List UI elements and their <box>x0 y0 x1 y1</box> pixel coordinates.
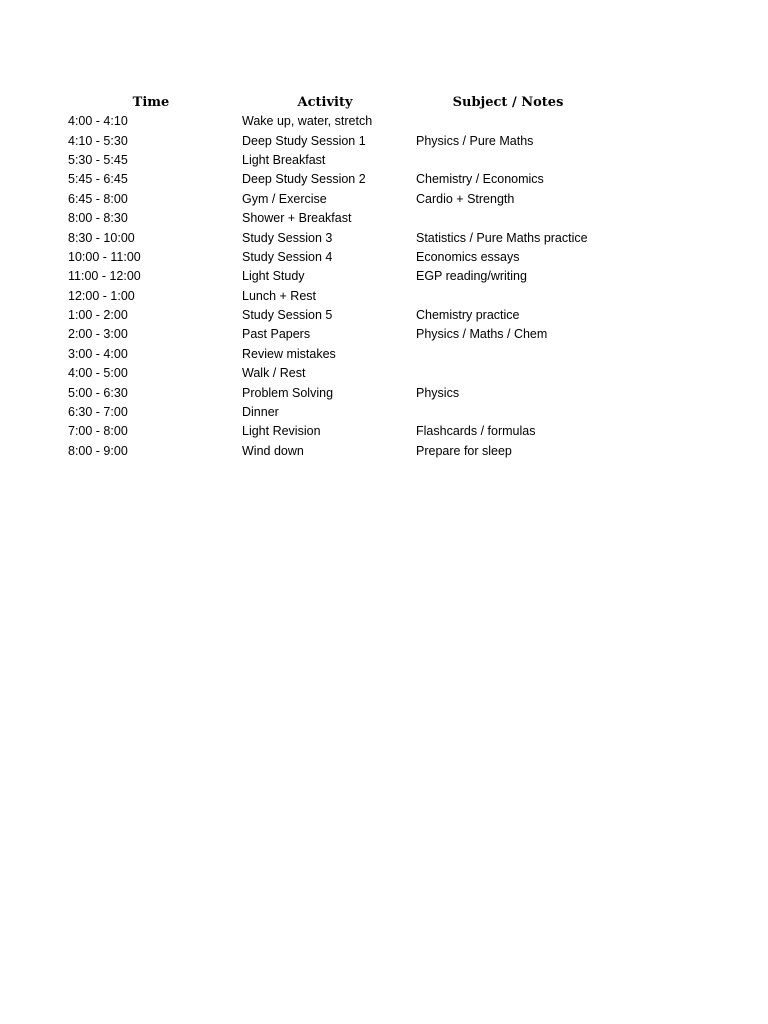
cell-time: 1:00 - 2:00 <box>68 308 128 323</box>
cell-activity: Walk / Rest <box>242 366 306 381</box>
cell-time: 4:00 - 4:10 <box>68 114 128 129</box>
cell-time: 3:00 - 4:00 <box>68 346 128 361</box>
table-row <box>64 287 604 306</box>
cell-notes: Prepare for sleep <box>416 443 512 458</box>
cell-activity: Review mistakes <box>242 346 336 361</box>
table-row <box>64 403 604 422</box>
table-header <box>64 93 604 112</box>
cell-activity: Light Study <box>242 269 305 284</box>
cell-notes: EGP reading/writing <box>416 269 527 284</box>
cell-activity: Problem Solving <box>242 385 334 400</box>
schedule-table <box>64 93 604 461</box>
cell-activity: Dinner <box>242 405 279 420</box>
cell-activity: Light Breakfast <box>242 152 326 167</box>
cell-activity: Deep Study Session 1 <box>242 133 366 148</box>
cell-time: 2:00 - 3:00 <box>68 327 128 342</box>
cell-activity: Past Papers <box>242 327 311 342</box>
cell-time: 5:45 - 6:45 <box>68 172 128 187</box>
table-row <box>64 325 604 344</box>
table-row <box>64 267 604 286</box>
table-body <box>64 112 604 461</box>
cell-time: 8:00 - 9:00 <box>68 443 128 458</box>
table-row <box>64 112 604 131</box>
table-row <box>64 131 604 150</box>
table-row <box>64 364 604 383</box>
table-row <box>64 248 604 267</box>
cell-notes: Statistics / Pure Maths practice <box>416 230 588 245</box>
cell-time: 8:00 - 8:30 <box>68 211 128 226</box>
cell-time: 10:00 - 11:00 <box>68 249 141 264</box>
cell-notes: Physics / Maths / Chem <box>416 327 548 342</box>
cell-activity: Wind down <box>242 443 304 458</box>
cell-time: 5:30 - 5:45 <box>68 152 128 167</box>
cell-notes: Chemistry practice <box>416 308 520 323</box>
cell-notes: Cardio + Strength <box>416 191 515 206</box>
table-row <box>64 190 604 209</box>
cell-activity: Shower + Breakfast <box>242 211 352 226</box>
header-time: Time <box>132 95 170 110</box>
cell-time: 11:00 - 12:00 <box>68 269 141 284</box>
table-row <box>64 151 604 170</box>
cell-time: 6:30 - 7:00 <box>68 405 128 420</box>
cell-notes: Physics / Pure Maths <box>416 133 534 148</box>
header-notes: Subject / Notes <box>452 95 564 110</box>
cell-time: 7:00 - 8:00 <box>68 424 128 439</box>
table-row <box>64 345 604 364</box>
cell-time: 5:00 - 6:30 <box>68 385 128 400</box>
table-row <box>64 306 604 325</box>
table-row <box>64 422 604 441</box>
cell-time: 12:00 - 1:00 <box>68 288 135 303</box>
cell-activity: Study Session 5 <box>242 308 333 323</box>
cell-notes: Economics essays <box>416 249 520 264</box>
cell-time: 8:30 - 10:00 <box>68 230 135 245</box>
table-row <box>64 170 604 189</box>
cell-activity: Study Session 4 <box>242 249 333 264</box>
cell-activity: Deep Study Session 2 <box>242 172 366 187</box>
table-row <box>64 228 604 247</box>
cell-notes: Flashcards / formulas <box>416 424 536 439</box>
cell-activity: Gym / Exercise <box>242 191 327 206</box>
table-row <box>64 209 604 228</box>
cell-time: 6:45 - 8:00 <box>68 191 128 206</box>
table-row <box>64 442 604 461</box>
cell-activity: Light Revision <box>242 424 321 439</box>
cell-notes: Physics <box>416 385 460 400</box>
cell-time: 4:10 - 5:30 <box>68 133 128 148</box>
cell-notes: Chemistry / Economics <box>416 172 544 187</box>
header-activity: Activity <box>297 95 353 110</box>
cell-time: 4:00 - 5:00 <box>68 366 128 381</box>
table-row <box>64 383 604 402</box>
cell-activity: Lunch + Rest <box>242 288 317 303</box>
cell-activity: Wake up, water, stretch <box>242 114 373 129</box>
cell-activity: Study Session 3 <box>242 230 333 245</box>
